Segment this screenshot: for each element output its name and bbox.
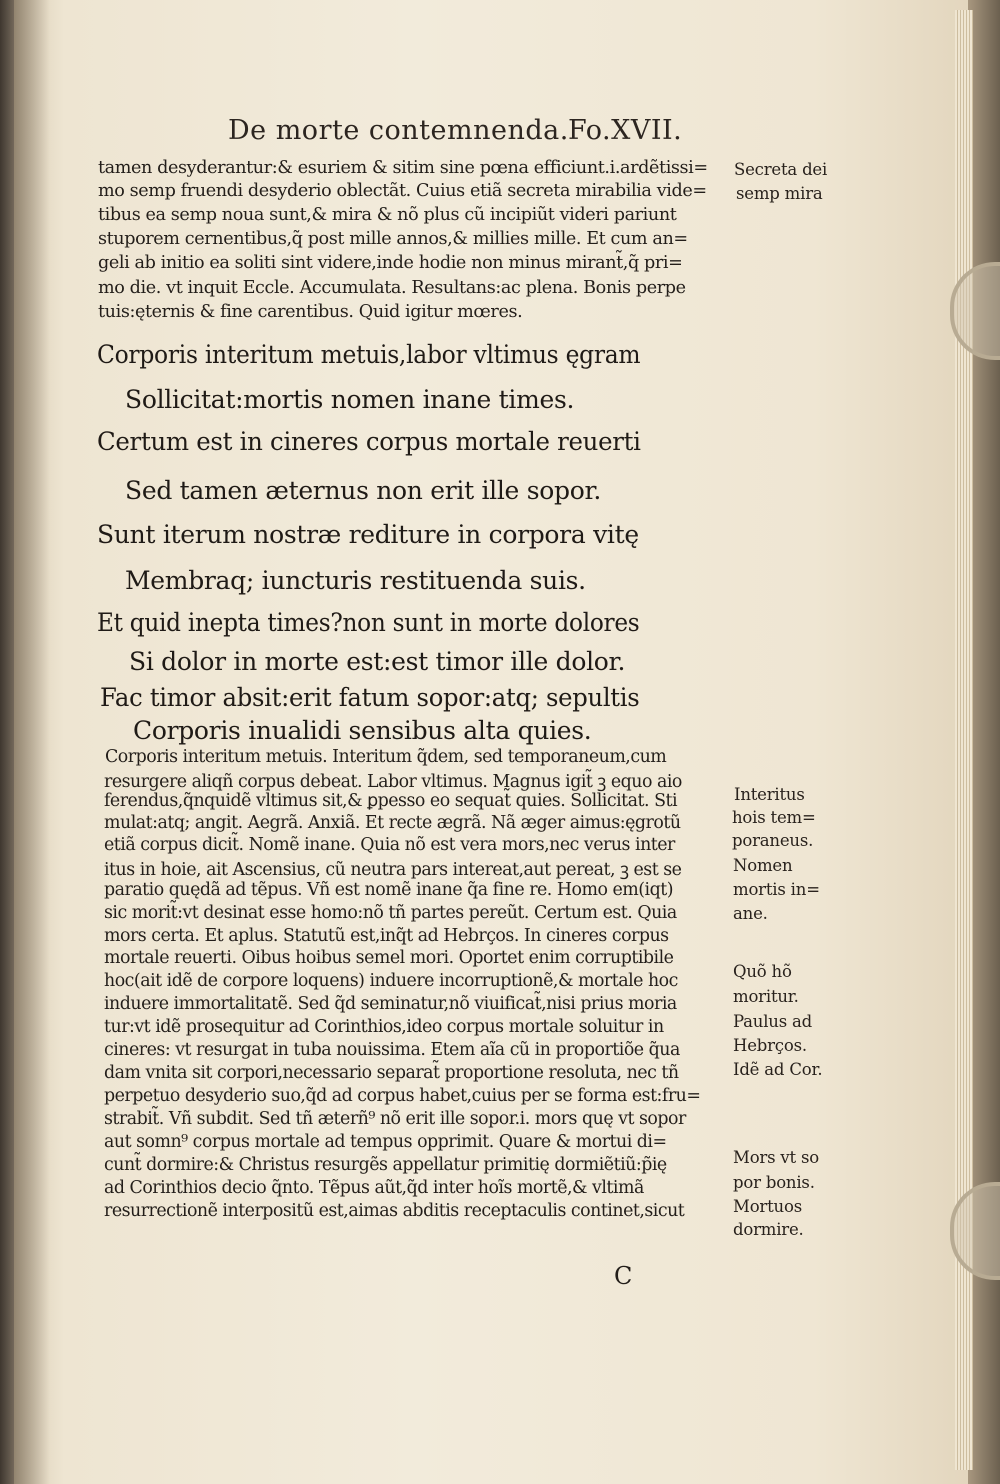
commentary-line: resurgere aliqñ corpus debeat. Labor vltimus. Magnus igit̃ ꝫ equo aio [104,772,682,792]
verse-line: Fac timor absit:erit fatum sopor:atq; sepultis [100,683,640,712]
commentary-line: induere immortalitatẽ. Sed q̃d seminatur,nõ viuificat̃,nisi prius moria [104,994,677,1014]
commentary-line: etiã corpus dicit̃. Nomẽ inane. Quia nõ est vera mors,nec verus inter [104,835,675,855]
prose-line: geli ab initio ea soliti sint videre,inde hodie non minus mirant̃,q̃ pri= [98,253,683,273]
margin-note: Secreta dei [734,160,828,179]
margin-note: hois tem= [732,808,816,827]
margin-note: Hebrços. [733,1036,807,1055]
margin-note: Mors vt so [733,1148,820,1167]
commentary-line: sic morit̃:vt desinat esse homo:nõ tñ partes pereũt. Certum est. Quia [104,903,677,923]
commentary-line: resurrectionẽ interpositũ est,aimas abditis receptaculis continet,sicut [104,1201,685,1221]
commentary-line: mortale reuerti. Oibus hoibus semel mori. Oportet enim corruptibile [104,948,674,968]
margin-note: Paulus ad [733,1012,813,1031]
margin-note: poraneus. [732,831,814,850]
running-header [228,115,688,155]
margin-note: Nomen [733,856,793,875]
commentary-line: itus in hoie, ait Ascensius, cũ neutra pars intereat,aut pereat, ꝫ est se [104,860,682,880]
verse-line-indented: Sed tamen æternus non erit ille sopor. [125,476,601,505]
commentary-line: cunt̃ dormire:& Christus resurgẽs appellatur primitię dormiẽtiũ:p̃ię [104,1155,667,1175]
margin-note: semp mira [736,184,823,203]
prose-line: tuis:ęternis & fine carentibus. Quid igitur mœres. [98,302,523,322]
margin-note: por bonis. [733,1173,815,1192]
commentary-line: mulat:atq; angit. Aegrã. Anxiã. Et recte ægrã. Nã æger aimus:ęgrotũ [104,813,681,833]
margin-note: moritur. [733,987,799,1006]
margin-note: Idẽ ad Cor. [733,1060,823,1079]
margin-note: mortis in= [733,880,820,899]
verse-line-indented: Membraq; iuncturis restituenda suis. [125,566,586,595]
verse-line: Et quid inepta times?non sunt in morte dolores [97,608,640,637]
commentary-line: paratio quędã ad tẽpus. Vñ est nomẽ inane q̃a fine re. Homo em(iqt) [104,880,674,900]
commentary-line: strabit̃. Vñ subdit. Sed tñ æterñ⁹ nõ erit ille sopor.i. mors quę vt sopor [104,1109,686,1129]
prose-line: tibus ea semp noua sunt,& mira & nõ plus cũ incipiũt videri pariunt [98,205,677,225]
commentary-line: ferendus,q̃nquidẽ vltimus sit,& ꝑpesso eo sequat̃ quies. Sollicitat. Sti [104,791,678,811]
margin-note: Interitus [734,785,805,804]
prose-line: tamen desyderantur:& esuriem & sitim sine pœna efficiunt.i.ardẽtissi= [98,158,708,178]
prose-line: stuporem cernentibus,q̃ post mille annos,& millies mille. Et cum an= [98,229,688,249]
prose-line: mo semp fruendi desyderio oblectãt. Cuius etiã secreta mirabilia vide= [98,181,707,201]
verse-line: Sunt iterum nostræ rediture in corpora vitę [97,520,639,549]
commentary-line: tur:vt idẽ prosequitur ad Corinthios,ideo corpus mortale soluitur in [104,1017,664,1037]
verse-line-indented: Si dolor in morte est:est timor ille dolor. [129,647,626,676]
margin-note: dormire. [733,1220,804,1239]
commentary-line: cineres: vt resurgat in tuba nouissima. Etem aĩa cũ in proportiõe q̃ua [104,1040,680,1060]
margin-note: Mortuos [733,1197,802,1216]
commentary-line: ad Corinthios decio q̃nto. Tẽpus aũt,q̃d inter hoĩs mortẽ,& vltimã [104,1178,644,1198]
gutter-shadow [14,0,50,1484]
folio-number: Fo.XVII. [568,115,683,146]
verse-line: Corporis interitum metuis,labor vltimus ęgram [97,340,641,369]
verse-line: Certum est in cineres corpus mortale reuerti [97,427,641,456]
running-title: De morte contemnenda. [228,115,569,146]
commentary-line: aut somn⁹ corpus mortale ad tempus opprimit. Quare & mortui di= [104,1132,667,1152]
signature-mark: C [614,1262,633,1290]
commentary-line: Corporis interitum metuis. Interitum q̃dem, sed temporaneum,cum [105,747,667,767]
margin-note: Quõ hõ [733,962,792,981]
commentary-line: hoc(ait idẽ de corpore loquens) induere incorruptionẽ,& mortale hoc [104,971,678,991]
prose-line: mo die. vt inquit Eccle. Accumulata. Resultans:ac plena. Bonis perpe [98,278,686,298]
verse-line-indented: Corporis inualidi sensibus alta quies. [133,716,592,745]
margin-note: ane. [733,904,768,923]
commentary-line: mors certa. Et aplus. Statutũ est,inq̃t ad Hebrços. In cineres corpus [104,926,669,946]
commentary-line: dam vnita sit corpori,necessario separat̃ proportione resoluta, nec tñ [104,1063,679,1083]
verse-line-indented: Sollicitat:mortis nomen inane times. [125,385,575,414]
commentary-line: perpetuo desyderio suo,q̃d ad corpus habet,cuius per se forma est:fru= [104,1086,701,1106]
